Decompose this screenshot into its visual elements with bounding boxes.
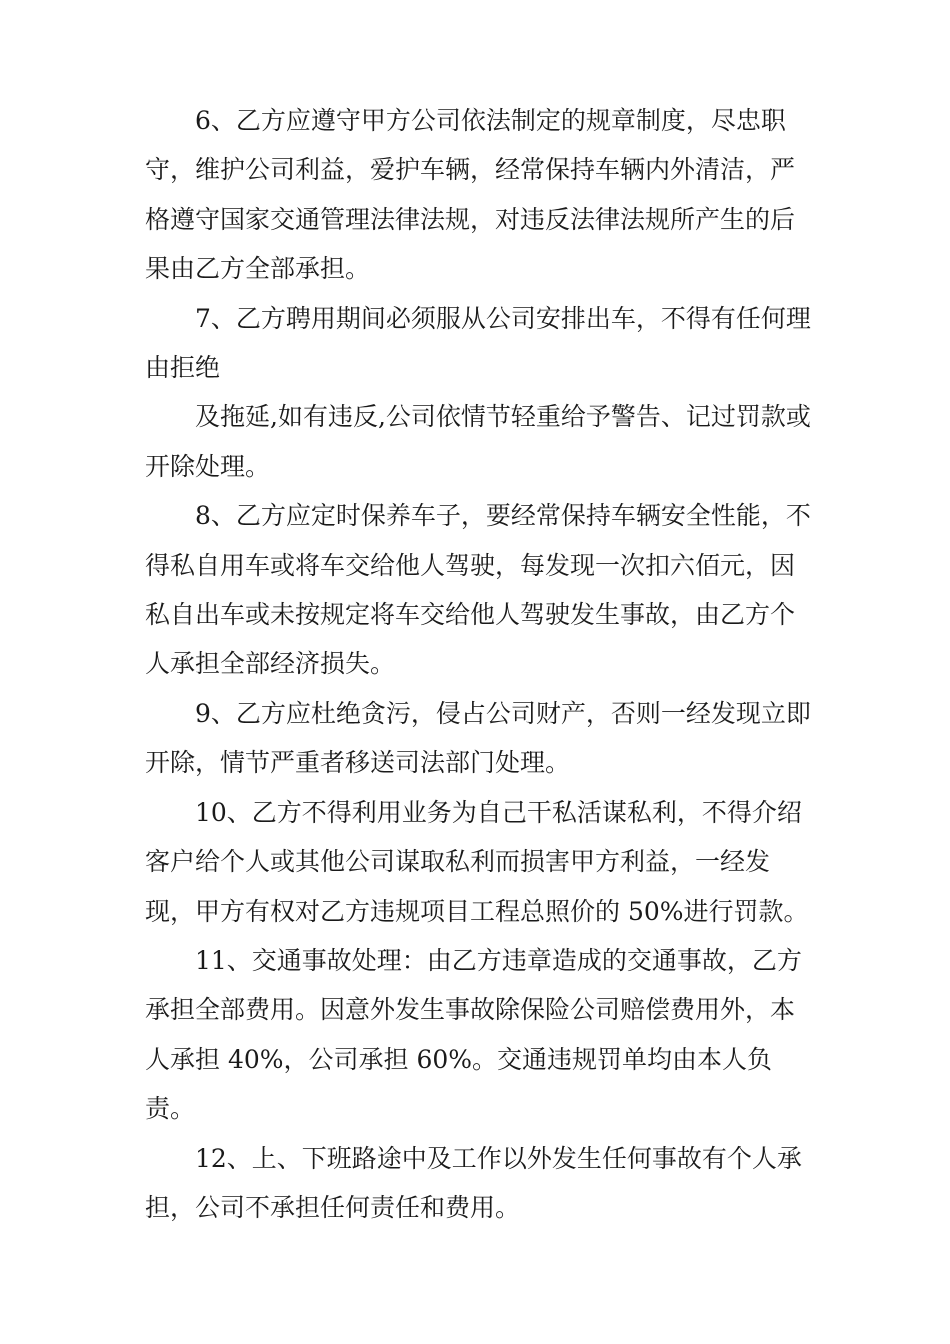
paragraph-12: 12、上、下班路途中及工作以外发生任何事故有个人承担，公司不承担任何责任和费用。 (145, 1143, 802, 1222)
paragraph-8: 8、乙方应定时保养车子，要经常保持车辆安全性能，不得私自用车或将车交给他人驾驶，每发现一次扣六佰元，因私自出车或未按规定将车交给他人驾驶发生事故，由乙方个人承担全部经济损失。 (145, 501, 811, 679)
paragraph-6: 6、乙方应遵守甲方公司依法制定的规章制度，尽忠职守，维护公司利益，爱护车辆，经常保持车辆内外清洁，严格遵守国家交通管理法律法规，对违反法律法规所产生的后果由乙方全部承担。 (145, 106, 796, 284)
paragraph-11: 11、交通事故处理：由乙方违章造成的交通事故，乙方承担全部费用。因意外发生事故除保险公司赔偿费用外，本人承担 40%，公司承担 60%。交通违规罚单均由本人负责。 (145, 945, 802, 1124)
paragraph-7-continued: 及拖延,如有违反,公司依情节轻重给予警告、记过罚款或开除处理。 (145, 402, 811, 481)
paragraph-10: 10、乙方不得利用业务为自己干私活谋私利，不得介绍客户给个人或其他公司谋取私利而损害甲方利益，一经发现，甲方有权对乙方违规项目工程总照价的 50%进行罚款。 (145, 797, 809, 926)
document-body (145, 96, 815, 1232)
paragraph-7: 7、乙方聘用期间必须服从公司安排出车，不得有任何理由拒绝 (145, 303, 811, 383)
paragraph-9: 9、乙方应杜绝贪污，侵占公司财产，否则一经发现立即开除，情节严重者移送司法部门处理。 (145, 698, 811, 778)
